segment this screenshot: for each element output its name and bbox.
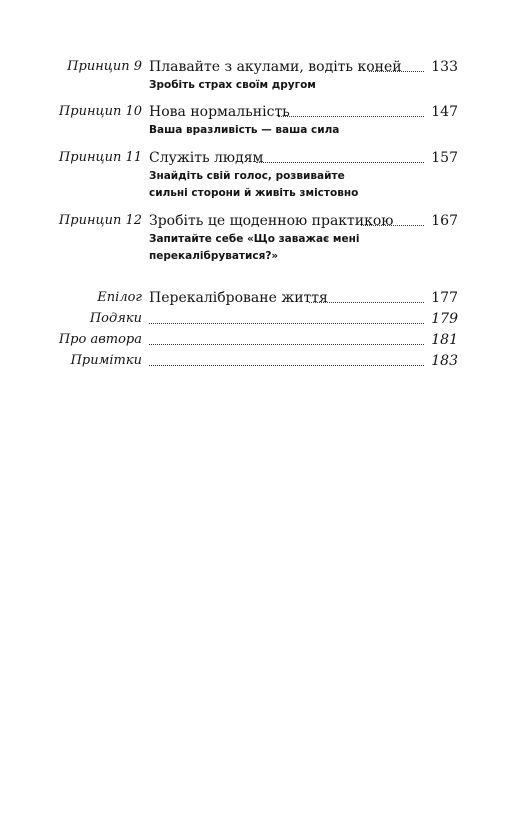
toc-entry-subtitle: Ваша вразливість — ваша сила [149,124,340,136]
toc-entry-page-number: 167 [431,213,458,229]
toc-entry-subtitle-line-1: Запитайте себе «Що заважає мені [149,233,360,245]
toc-entry-subtitle: Зробіть страх своїм другом [149,79,316,91]
toc-entry-label: Принцип 9 [67,59,142,74]
toc-entry-label: Принцип 12 [58,213,142,228]
toc-entry-label: Про автора [58,332,142,347]
toc-entry-subtitle-line-1: Знайдіть свій голос, розвивайте [149,170,345,182]
toc-entry-page-number: 183 [431,353,458,369]
dot-leader [309,302,424,303]
toc-entry-label: Примітки [70,353,142,368]
dot-leader [361,225,424,226]
dot-leader [149,344,424,345]
toc-entry-page-number: 133 [431,59,458,75]
toc-entry-page-number: 147 [431,104,458,120]
toc-entry-page-number: 177 [431,290,458,306]
toc-entry-title: Перекаліброване життя [149,290,328,306]
toc-entry-label: Епілог [97,290,142,305]
toc-entry-label: Принцип 11 [58,150,142,165]
toc-entry-subtitle-line-2: сильні сторони й живіть змістовно [149,187,359,199]
toc-entry-title: Плавайте з акулами, водіть коней [149,59,402,75]
dot-leader [278,116,424,117]
toc-entry-page-number: 181 [431,332,458,348]
dot-leader [149,323,424,324]
dot-leader [149,365,424,366]
toc-entry-page-number: 179 [431,311,458,327]
toc-entry-title: Зробіть це щоденною практикою [149,213,394,229]
toc-entry-title: Служіть людям [149,150,264,166]
toc-entry-label: Подяки [89,311,142,326]
toc-entry-title: Нова нормальність [149,104,290,120]
dot-leader [256,162,424,163]
toc-entry-label: Принцип 10 [58,104,142,119]
dot-leader [369,71,424,72]
toc-entry-page-number: 157 [431,150,458,166]
toc-entry-subtitle-line-2: перекалібруватися?» [149,250,279,262]
